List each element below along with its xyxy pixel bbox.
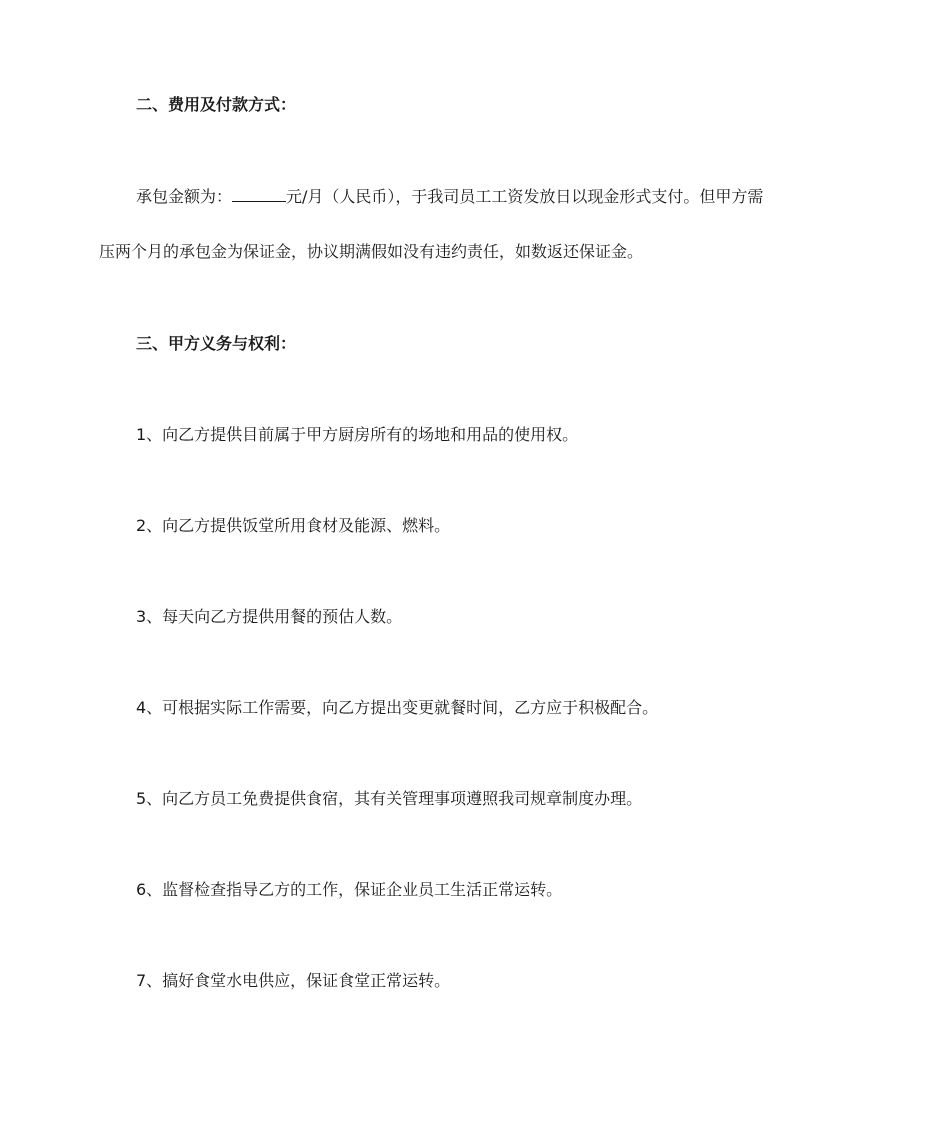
section-3-heading: 三、甲方义务与权利： — [136, 334, 297, 353]
obligation-item-1: 1、向乙方提供目前属于甲方厨房所有的场地和用品的使用权。 — [136, 425, 579, 444]
obligation-item-6: 6、监督检查指导乙方的工作，保证企业员工生活正常运转。 — [136, 880, 563, 899]
obligation-item-2: 2、向乙方提供饭堂所用食材及能源、燃料。 — [136, 516, 451, 535]
obligation-item-3: 3、每天向乙方提供用餐的预估人数。 — [136, 607, 403, 626]
section-2-heading: 二、费用及付款方式： — [136, 95, 297, 114]
obligation-item-4: 4、可根据实际工作需要，向乙方提出变更就餐时间，乙方应于积极配合。 — [136, 698, 659, 717]
payment-amount-blank — [232, 185, 286, 202]
payment-terms-text: 元/月（人民币），于我司员工工资发放日以现金形式支付。但甲方需 — [286, 187, 764, 206]
payment-amount-label: 承包金额为： — [136, 187, 233, 206]
obligation-item-7: 7、搞好食堂水电供应，保证食堂正常运转。 — [136, 971, 451, 990]
obligation-item-5: 5、向乙方员工免费提供食宿，其有关管理事项遵照我司规章制度办理。 — [136, 789, 643, 808]
payment-paragraph-line-1 — [136, 185, 763, 208]
payment-paragraph-line-2: 压两个月的承包金为保证金，协议期满假如没有违约责任，如数返还保证金。 — [99, 242, 644, 261]
